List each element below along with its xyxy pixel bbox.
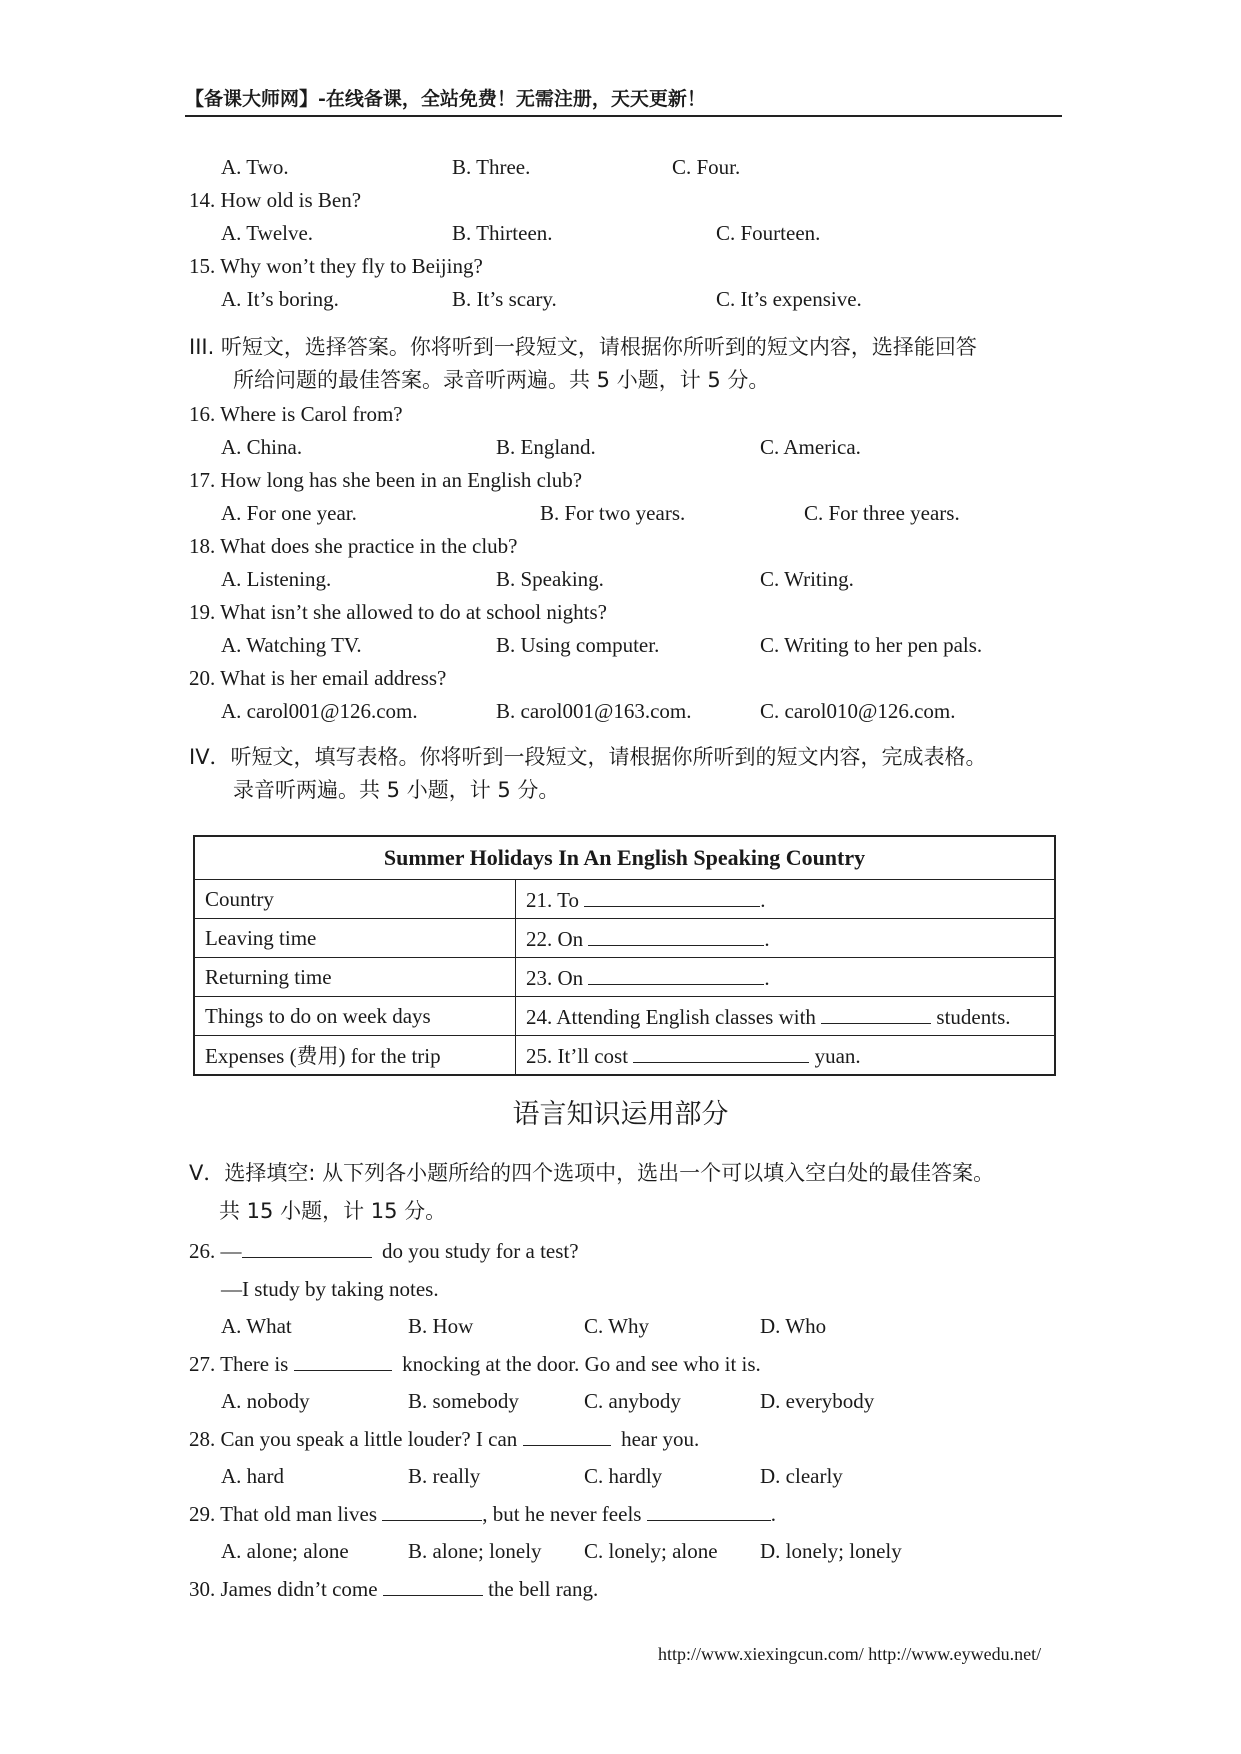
- q15-option-c: C. It’s expensive.: [716, 287, 862, 311]
- q20-option-a: A. carol001@126.com.: [221, 699, 418, 723]
- q16-option-b: B. England.: [496, 435, 596, 459]
- answer-suffix: students.: [936, 1004, 1011, 1029]
- answer-suffix: yuan.: [814, 1043, 861, 1068]
- q19-option-c: C. Writing to her pen pals.: [760, 633, 983, 657]
- section5-instructions-line2: 共 15 小题，计 15 分。: [219, 1199, 447, 1223]
- q13-option-a: A. Two.: [221, 155, 289, 179]
- q27-suffix: knocking at the door. Go and see who it is.: [402, 1352, 761, 1376]
- summer-holidays-table: [193, 835, 1056, 1076]
- q16-option-c: C. America.: [760, 435, 861, 459]
- q16-option-a: A. China.: [221, 435, 303, 459]
- answer-prefix: 22. On: [526, 926, 584, 951]
- table-row-label: Country: [194, 880, 516, 919]
- table-row: [194, 880, 1055, 919]
- answer-blank[interactable]: [588, 925, 764, 946]
- answer-blank[interactable]: [821, 1003, 931, 1024]
- q26-option-a: A. What: [221, 1314, 292, 1338]
- q29-blank-1[interactable]: [382, 1500, 482, 1521]
- table-row: [194, 997, 1055, 1036]
- q29-question: [189, 1500, 776, 1528]
- q28-blank[interactable]: [523, 1425, 611, 1446]
- table-row-label: Expenses (费用) for the trip: [194, 1036, 516, 1076]
- q30-suffix: the bell rang.: [488, 1577, 599, 1601]
- table-row-label: Things to do on week days: [194, 997, 516, 1036]
- table-row-answer: [516, 919, 1056, 958]
- q27-blank[interactable]: [294, 1350, 392, 1371]
- q20-question: 20. What is her email address?: [189, 666, 447, 690]
- q26-suffix: do you study for a test?: [382, 1239, 579, 1263]
- q28-prefix: 28. Can you speak a little louder? I can: [189, 1427, 518, 1451]
- q29-blank-2[interactable]: [647, 1500, 771, 1521]
- q27-option-a: A. nobody: [221, 1389, 310, 1413]
- q19-option-a: A. Watching TV.: [221, 633, 362, 657]
- answer-suffix: .: [760, 887, 766, 912]
- q29-option-c: C. lonely; alone: [584, 1539, 718, 1563]
- q27-question: [189, 1350, 761, 1378]
- q29-option-d: D. lonely; lonely: [760, 1539, 902, 1563]
- table-title: Summer Holidays In An English Speaking Country: [194, 836, 1055, 880]
- table-row: [194, 919, 1055, 958]
- part-title: 语言知识运用部分: [512, 1099, 729, 1130]
- q18-option-a: A. Listening.: [221, 567, 332, 591]
- q15-option-b: B. It’s scary.: [452, 287, 557, 311]
- table-row: [194, 1036, 1055, 1076]
- q26-reply: —I study by taking notes.: [221, 1277, 439, 1301]
- answer-blank[interactable]: [588, 964, 764, 985]
- section5-instructions-line1: V．选择填空: 从下列各小题所给的四个选项中，选出一个可以填入空白处的最佳答案。: [189, 1161, 995, 1185]
- q28-option-b: B. really: [408, 1464, 481, 1488]
- q17-question: 17. How long has she been in an English club?: [189, 468, 583, 492]
- q30-blank[interactable]: [383, 1575, 483, 1596]
- answer-blank[interactable]: [584, 886, 760, 907]
- q26-question: [189, 1237, 579, 1265]
- section3-instructions-line1: III. 听短文，选择答案。你将听到一段短文，请根据你所听到的短文内容，选择能回答: [189, 335, 977, 359]
- q17-option-a: A. For one year.: [221, 501, 357, 525]
- answer-prefix: 25. It’ll cost: [526, 1043, 629, 1068]
- q30-prefix: 30. James didn’t come: [189, 1577, 378, 1601]
- q27-prefix: 27. There is: [189, 1352, 289, 1376]
- answer-prefix: 24. Attending English classes with: [526, 1004, 816, 1029]
- q26-prefix: 26. —: [189, 1239, 242, 1263]
- q18-option-b: B. Speaking.: [496, 567, 604, 591]
- footer-urls[interactable]: http://www.xiexingcun.com/ http://www.eywedu.net/: [658, 1644, 1042, 1664]
- q26-option-c: C. Why: [584, 1314, 649, 1338]
- q20-option-c: C. carol010@126.com.: [760, 699, 956, 723]
- q27-option-c: C. anybody: [584, 1389, 681, 1413]
- q14-option-b: B. Thirteen.: [452, 221, 553, 245]
- section3-instructions-line2: 所给问题的最佳答案。录音听两遍。共 5 小题，计 5 分。: [233, 368, 770, 392]
- answer-prefix: 21. To: [526, 887, 579, 912]
- q28-option-c: C. hardly: [584, 1464, 663, 1488]
- q19-option-b: B. Using computer.: [496, 633, 660, 657]
- q18-option-c: C. Writing.: [760, 567, 854, 591]
- q29-option-a: A. alone; alone: [221, 1539, 349, 1563]
- answer-prefix: 23. On: [526, 965, 584, 990]
- q26-option-d: D. Who: [760, 1314, 827, 1338]
- answer-suffix: .: [764, 926, 770, 951]
- answer-blank[interactable]: [633, 1042, 809, 1063]
- q17-option-c: C. For three years.: [804, 501, 960, 525]
- q14-question: 14. How old is Ben?: [189, 188, 362, 212]
- q26-option-b: B. How: [408, 1314, 474, 1338]
- q28-option-a: A. hard: [221, 1464, 284, 1488]
- q16-question: 16. Where is Carol from?: [189, 402, 403, 426]
- answer-suffix: .: [764, 965, 770, 990]
- q27-option-b: B. somebody: [408, 1389, 519, 1413]
- table-row-answer: [516, 1036, 1056, 1076]
- section4-instructions-line1: IV．听短文，填写表格。你将听到一段短文，请根据你所听到的短文内容，完成表格。: [189, 745, 987, 769]
- table-row-answer: [516, 997, 1056, 1036]
- q14-option-a: A. Twelve.: [221, 221, 314, 245]
- table-title-row: [194, 836, 1055, 880]
- q28-option-d: D. clearly: [760, 1464, 843, 1488]
- table-row: [194, 958, 1055, 997]
- page-header: 【备课大师网】-在线备课，全站免费！无需注册，天天更新！: [185, 86, 1062, 117]
- q29-option-b: B. alone; lonely: [408, 1539, 542, 1563]
- q27-option-d: D. everybody: [760, 1389, 875, 1413]
- q26-blank[interactable]: [242, 1237, 372, 1258]
- q19-question: 19. What isn’t she allowed to do at school nights?: [189, 600, 608, 624]
- q13-option-c: C. Four.: [672, 155, 741, 179]
- q20-option-b: B. carol001@163.com.: [496, 699, 692, 723]
- table-row-answer: [516, 880, 1056, 919]
- q30-question: [189, 1575, 598, 1603]
- q15-question: 15. Why won’t they fly to Beijing?: [189, 254, 483, 278]
- q17-option-b: B. For two years.: [540, 501, 686, 525]
- q14-option-c: C. Fourteen.: [716, 221, 821, 245]
- q28-question: [189, 1425, 699, 1453]
- q18-question: 18. What does she practice in the club?: [189, 534, 518, 558]
- q29-prefix: 29. That old man lives: [189, 1502, 378, 1526]
- table-row-label: Returning time: [194, 958, 516, 997]
- q29-suffix: .: [770, 1502, 776, 1526]
- q29-middle: , but he never feels: [482, 1502, 642, 1526]
- section4-instructions-line2: 录音听两遍。共 5 小题，计 5 分。: [233, 778, 560, 802]
- table-row-answer: [516, 958, 1056, 997]
- q13-option-b: B. Three.: [452, 155, 531, 179]
- table-row-label: Leaving time: [194, 919, 516, 958]
- q15-option-a: A. It’s boring.: [221, 287, 339, 311]
- q28-suffix: hear you.: [621, 1427, 700, 1451]
